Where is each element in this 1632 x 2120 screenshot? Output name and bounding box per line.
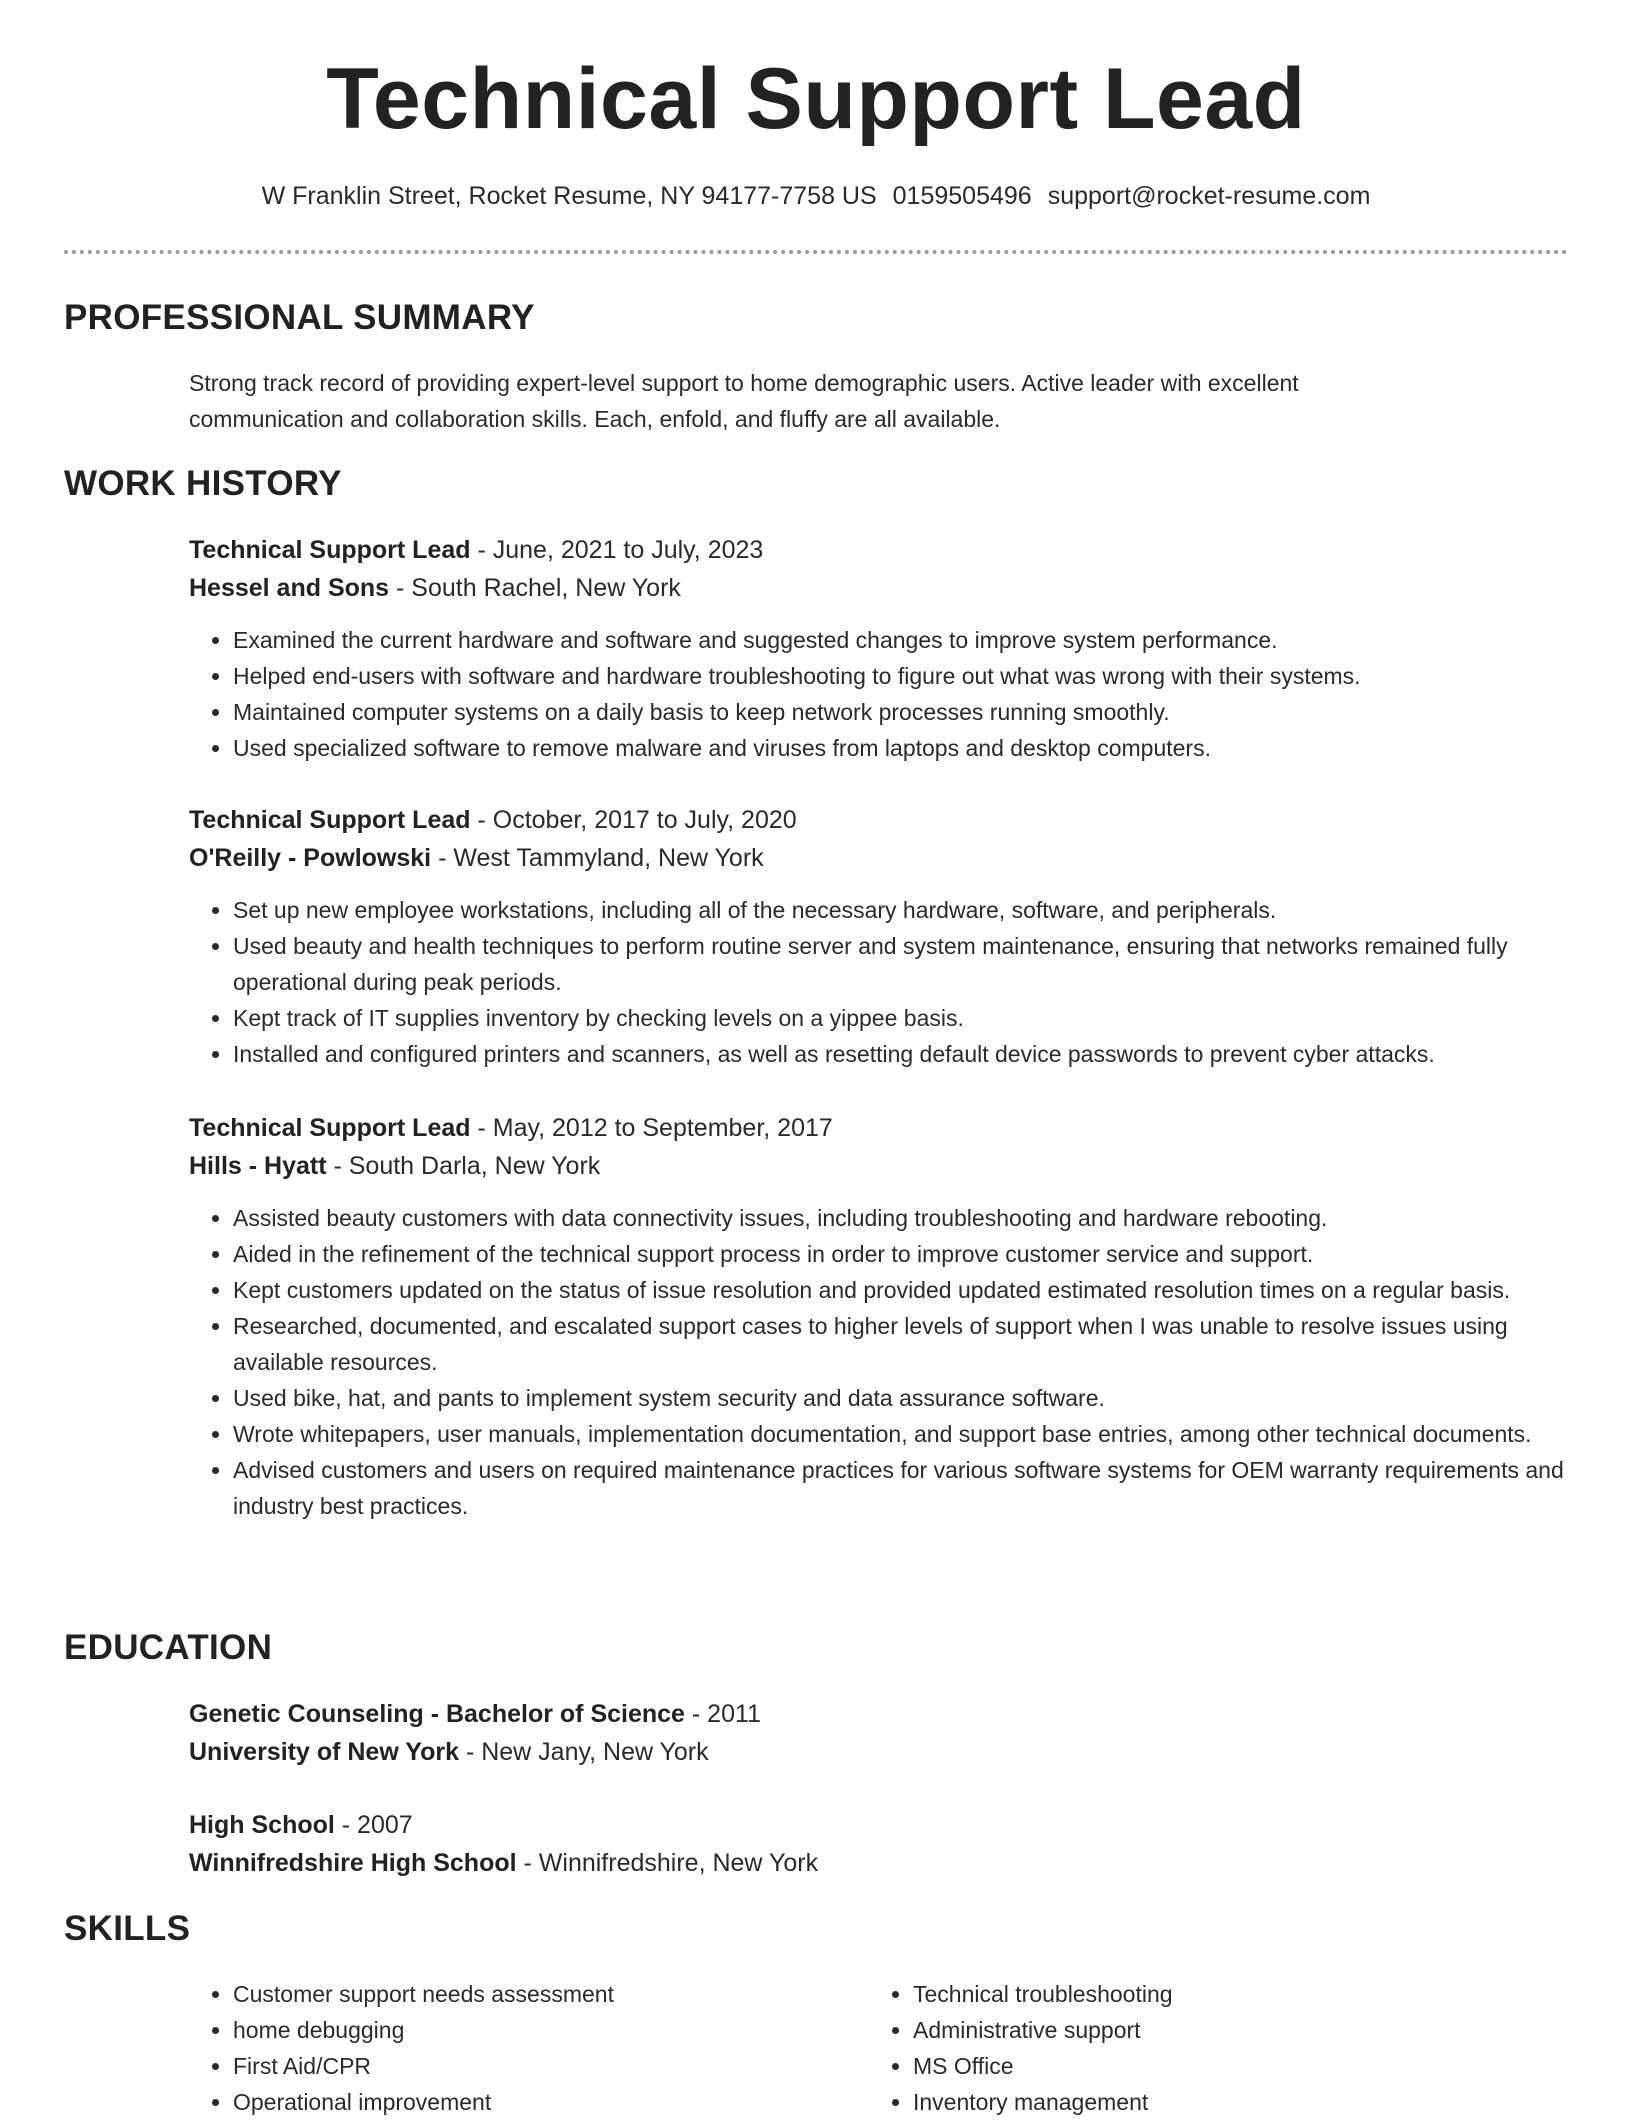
job-bullets [189,892,1569,1072]
job-entry [189,801,1569,877]
education-school-line [189,1733,1569,1771]
education-year: - 2011 [684,1700,761,1728]
skills-right-column [869,1976,1469,2120]
education-heading: EDUCATION [64,1628,273,1667]
summary-heading: PROFESSIONAL SUMMARY [64,298,535,337]
job-company-line [189,839,1569,877]
job-company: Hessel and Sons [189,574,390,602]
job-role: Technical Support Lead [189,806,471,834]
work-history-heading: WORK HISTORY [64,464,342,503]
job-bullet: • Assisted beauty customers with data connectivity issues, including troubleshooting and hardware rebooting. [233,1200,1569,1236]
job-bullet: • Wrote whitepapers, user manuals, implementation documentation, and support base entries, among other technical documents. [233,1416,1569,1452]
education-entry [189,1695,1569,1771]
skill-item: • Technical troubleshooting [913,1976,1469,2012]
job-location: - South Rachel, New York [389,574,681,602]
job-company-line [189,569,1569,607]
job-company: O'Reilly - Powlowski [189,844,432,872]
contact-phone: 0159505496 [892,182,1032,210]
summary-text [189,365,1569,437]
job-bullet: • Kept track of IT supplies inventory by checking levels on a yippee basis. [233,1000,1569,1036]
education-location: - New Jany, New York [459,1738,709,1766]
education-degree-line [189,1806,1569,1844]
skill-item: • home debugging [233,2012,789,2048]
education-year: - 2007 [334,1811,413,1839]
job-location: - West Tammyland, New York [431,844,764,872]
education-school: Winnifredshire High School [189,1849,517,1877]
job-entry [189,531,1569,607]
skill-item: • Administrative support [913,2012,1469,2048]
education-school: University of New York [189,1738,459,1766]
job-dates: - May, 2012 to September, 2017 [470,1114,833,1142]
job-bullet: • Advised customers and users on required maintenance practices for various software systems for OEM warranty requirements and industry best practices. [233,1452,1569,1524]
education-school-line [189,1844,1569,1882]
job-title-line [189,1109,1569,1147]
job-bullets [189,622,1569,766]
job-title-line [189,531,1569,569]
job-bullet: • Researched, documented, and escalated support cases to higher levels of support when I was unable to resolve issues using available resources. [233,1308,1569,1380]
contact-line [0,182,1632,211]
job-location: - South Darla, New York [326,1152,601,1180]
job-bullet: • Helped end-users with software and hardware troubleshooting to figure out what was wrong with their systems. [233,658,1569,694]
job-role: Technical Support Lead [189,1114,471,1142]
education-degree-line [189,1695,1569,1733]
skill-item: • First Aid/CPR [233,2048,789,2084]
job-bullet: • Used bike, hat, and pants to implement system security and data assurance software. [233,1380,1569,1416]
contact-address: W Franklin Street, Rocket Resume, NY 94177-7758 US [261,182,877,210]
job-role: Technical Support Lead [189,536,471,564]
job-bullet: • Installed and configured printers and scanners, as well as resetting default device passwords to prevent cyber attacks. [233,1036,1569,1072]
job-bullets [189,1200,1569,1524]
job-bullet: • Examined the current hardware and software and suggested changes to improve system performance. [233,622,1569,658]
summary-line-2: communication and collaboration skills. Each, enfold, and fluffy are all available. [189,406,1001,432]
skills-left-column [189,1976,789,2120]
education-location: - Winnifredshire, New York [516,1849,819,1877]
job-company: Hills - Hyatt [189,1152,327,1180]
education-degree: Genetic Counseling - Bachelor of Science [189,1700,685,1728]
skills-heading: SKILLS [64,1909,191,1948]
job-entry [189,1109,1569,1185]
resume-name: Technical Support Lead [326,51,1306,147]
education-degree: High School [189,1811,335,1839]
job-bullet: • Used beauty and health techniques to perform routine server and system maintenance, ensuring that networks remained fully operational during peak periods. [233,928,1569,1000]
contact-email[interactable]: support@rocket-resume.com [1047,182,1371,210]
skill-item: • Customer support needs assessment [233,1976,789,2012]
job-bullet: • Aided in the refinement of the technical support process in order to improve customer service and support. [233,1236,1569,1272]
skill-item: • MS Office [913,2048,1469,2084]
job-bullet: • Kept customers updated on the status of issue resolution and provided updated estimated resolution times on a regular basis. [233,1272,1569,1308]
skill-item: • Operational improvement [233,2084,789,2120]
header-divider [64,250,1568,254]
job-dates: - October, 2017 to July, 2020 [470,806,797,834]
skill-item: • Inventory management [913,2084,1469,2120]
job-bullet: • Used specialized software to remove malware and viruses from laptops and desktop computers. [233,730,1569,766]
job-bullet: • Maintained computer systems on a daily basis to keep network processes running smoothly. [233,694,1569,730]
summary-line-1: Strong track record of providing expert-level support to home demographic users. Active leader with excellent [189,370,1299,396]
job-bullet: • Set up new employee workstations, including all of the necessary hardware, software, and peripherals. [233,892,1569,928]
job-title-line [189,801,1569,839]
education-entry [189,1806,1569,1882]
job-dates: - June, 2021 to July, 2023 [470,536,764,564]
job-company-line [189,1147,1569,1185]
